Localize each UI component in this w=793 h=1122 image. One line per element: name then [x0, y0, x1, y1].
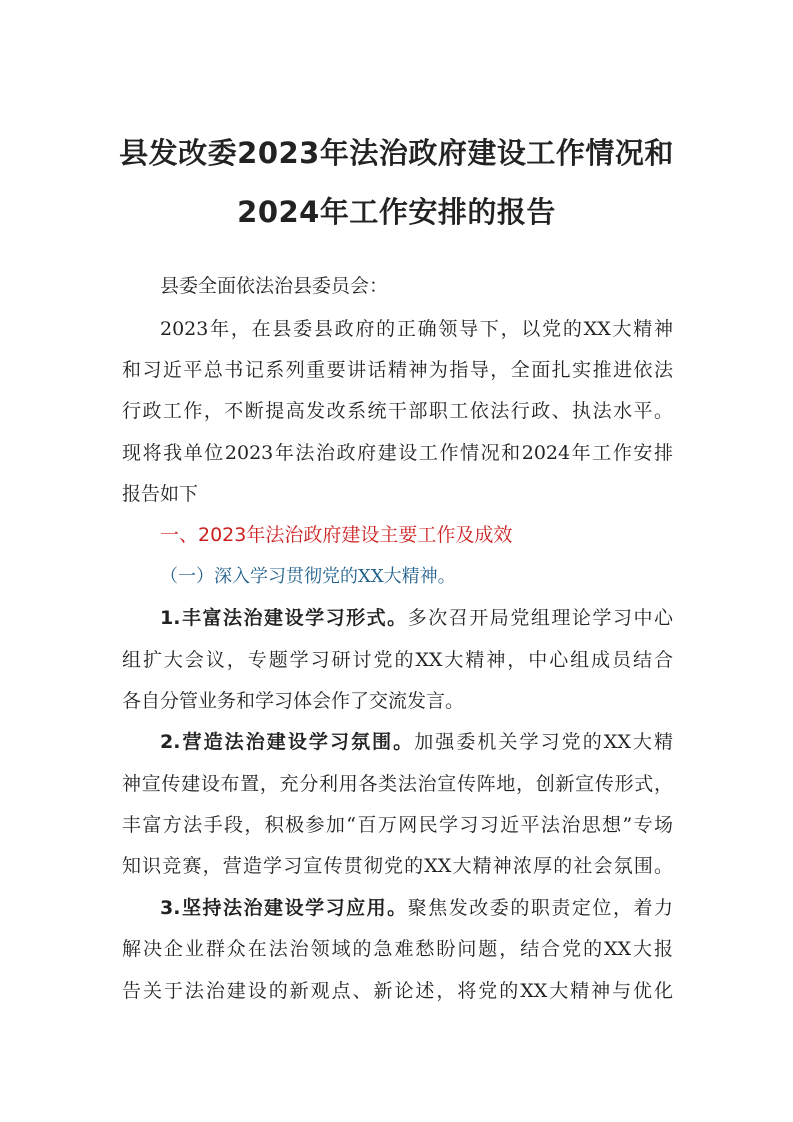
item-2-line: 神宣传建设布置，充分利用各类法治宣传阵地，创新宣传形式，: [122, 773, 673, 795]
intro-line: 报告如下: [122, 483, 199, 505]
item-3-title: 3.坚持法治建设学习应用。: [160, 897, 408, 919]
item-1-title: 1.丰富法治建设学习形式。: [160, 607, 408, 629]
document-title-line-1: 县发改委2023年法治政府建设工作情况和: [119, 136, 674, 170]
item-2-title: 2.营造法治建设学习氛围。: [160, 731, 415, 753]
item-1-line: 组扩大会议，专题学习研讨党的XX大精神，中心组成员结合: [122, 649, 673, 671]
intro-line: 和习近平总书记系列重要讲话精神为指导，全面扎实推进依法: [122, 359, 673, 381]
item-3-text: 聚焦发改委的职责定位，着力: [407, 897, 673, 919]
section-heading: 一、2023年法治政府建设主要工作及成效: [160, 524, 513, 546]
item-2-line: 知识竞赛，营造学习宣传贯彻党的XX大精神浓厚的社会氛围。: [122, 855, 673, 877]
item-1-line: 各自分管业务和学习体会作了交流发言。: [122, 690, 465, 712]
item-3-line: 解决企业群众在法治领域的急难愁盼问题，结合党的XX大报: [122, 938, 673, 960]
item-3-first-line: [160, 895, 673, 921]
intro-line: 现将我单位2023年法治政府建设工作情况和2024年工作安排: [122, 442, 673, 464]
item-1-text: 多次召开局党组理论学习中心: [407, 607, 673, 629]
item-2-first-line: [160, 729, 673, 755]
intro-line: 行政工作，不断提高发改系统干部职工依法行政、执法水平。: [122, 400, 673, 422]
item-1-first-line: [160, 605, 673, 631]
item-2-text: 加强委机关学习党的XX大精: [414, 731, 673, 753]
salutation: 县委全面依法治县委员会：: [160, 275, 389, 297]
item-2-line: 丰富方法手段，积极参加“百万网民学习习近平法治思想”专场: [122, 814, 673, 836]
document-title-line-2: 2024年工作安排的报告: [237, 195, 556, 229]
intro-line: 2023年，在县委县政府的正确领导下，以党的XX大精神: [160, 318, 673, 340]
subsection-heading: （一）深入学习贯彻党的XX大精神。: [160, 566, 456, 587]
item-3-line: 告关于法治建设的新观点、新论述，将党的XX大精神与优化: [122, 980, 673, 1002]
